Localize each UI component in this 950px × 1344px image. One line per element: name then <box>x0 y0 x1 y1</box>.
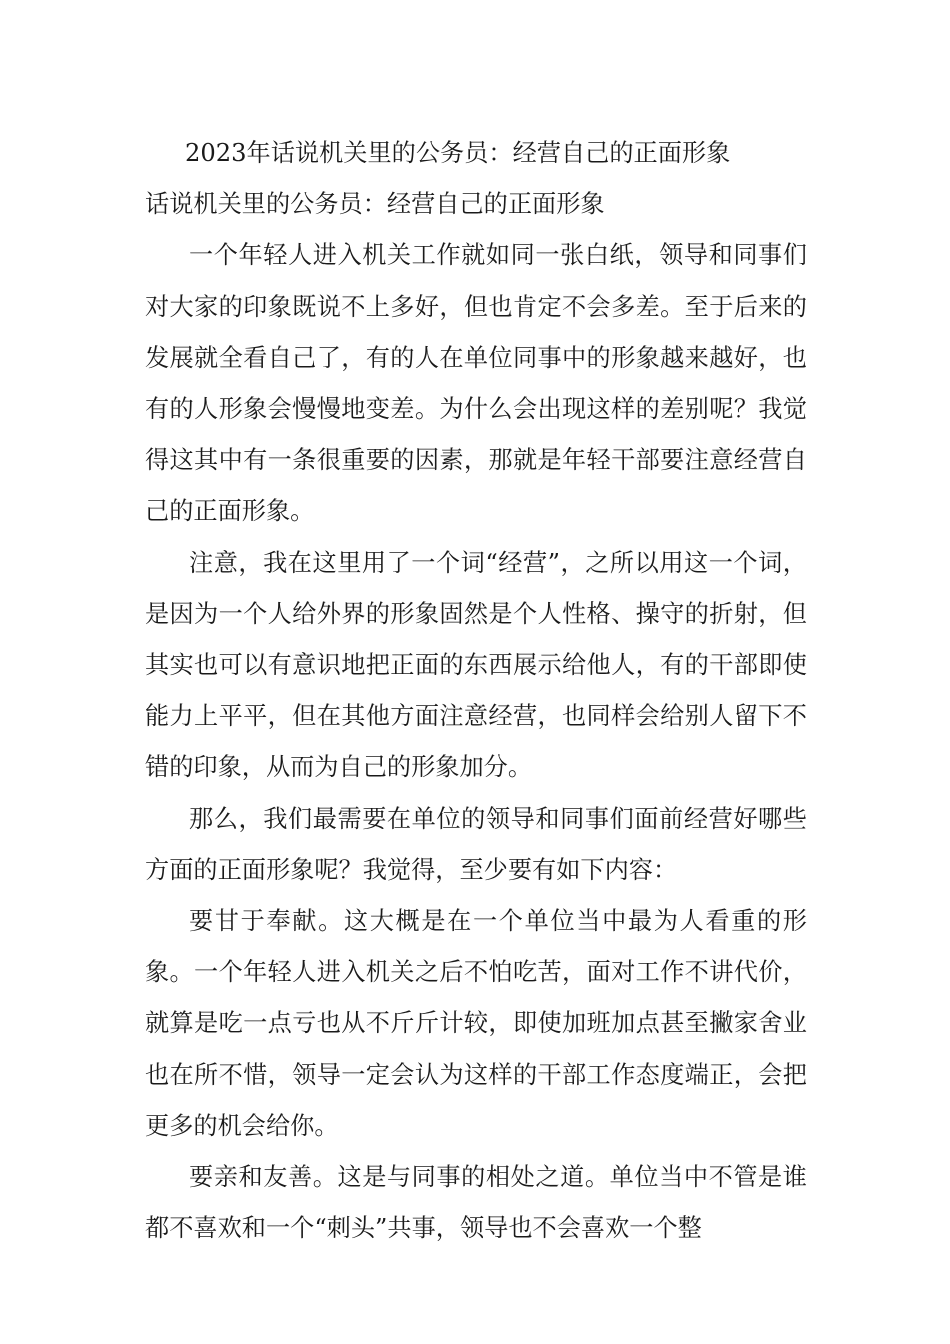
paragraph-operate: 注意，我在这里用了一个词“经营”，之所以用这一个词，是因为一个人给外界的形象固然是个人性格、操守的折射，但其实也可以有意识地把正面的东西展示给他人，有的干部即使能力上平平，但在其他方面注意经营，也同样会给别人留下不错的印象，从而为自己的形象加分。 <box>145 548 807 782</box>
document-subtitle: 话说机关里的公务员：经营自己的正面形象 <box>145 190 605 219</box>
paragraph-dedication: 要甘于奉献。这大概是在一个单位当中最为人看重的形象。一个年轻人进入机关之后不怕吃苦，面对工作不讲代价，就算是吃一点亏也从不斤斤计较，即使加班加点甚至撇家舍业也在所不惜，领导一定会认为这样的干部工作态度端正，会把更多的机会给你。 <box>145 907 807 1140</box>
paragraph-friendly: 要亲和友善。这是与同事的相处之道。单位当中不管是谁都不喜欢和一个“刺头”共事，领导也不会喜欢一个整 <box>145 1163 807 1243</box>
document-title: 2023年话说机关里的公务员：经营自己的正面形象 <box>185 139 731 167</box>
document-page <box>145 128 807 1254</box>
paragraph-intro: 一个年轻人进入机关工作就如同一张白纸，领导和同事们对大家的印象既说不上多好，但也肯定不会多差。至于后来的发展就全看自己了，有的人在单位同事中的形象越来越好，也有的人形象会慢慢地变差。为什么会出现这样的差别呢？我觉得这其中有一条很重要的因素，那就是年轻干部要注意经营自己的正面形象。 <box>145 241 807 526</box>
paragraph-question: 那么，我们最需要在单位的领导和同事们面前经营好哪些方面的正面形象呢？我觉得，至少要有如下内容： <box>145 804 807 884</box>
